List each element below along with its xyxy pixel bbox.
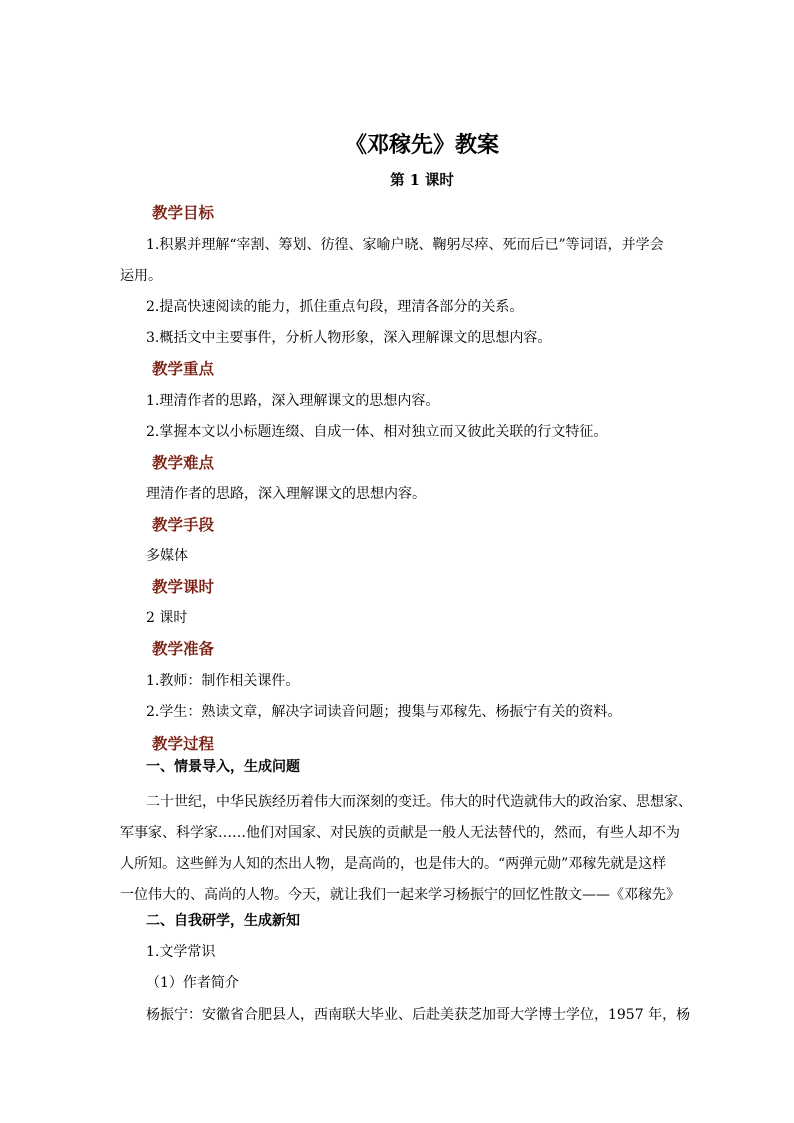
intro-paragraph-line-2: 军事家、科学家……他们对国家、对民族的贡献是一般人无法替代的，然而，有些人却不为: [120, 825, 680, 841]
intro-paragraph-line-3: 人所知。这些鲜为人知的杰出人物，是高尚的，也是伟大的。“两弹元勋”邓稼先就是这样: [120, 856, 667, 872]
heading-means: 教学手段: [152, 515, 215, 534]
heading-difficulty: 教学难点: [152, 453, 215, 472]
section-2-title: 二、自我研学，生成新知: [146, 913, 300, 929]
intro-paragraph-line-1: 二十世纪，中华民族经历着伟大而深刻的变迁。伟大的时代造就伟大的政治家、思想家、: [146, 794, 692, 810]
heading-process: 教学过程: [152, 734, 215, 753]
prep-item-1: 1.教师：制作相关课件。: [146, 673, 300, 689]
subsection-author-intro: （1）作者简介: [146, 975, 239, 991]
goal-item-2: 2.提高快速阅读的能力，抓住重点句段，理清各部分的关系。: [146, 299, 524, 315]
difficulty-text: 理清作者的思路，深入理解课文的思想内容。: [146, 486, 426, 502]
heading-prep: 教学准备: [152, 639, 215, 658]
prep-item-2: 2.学生：熟读文章，解决字词读音问题；搜集与邓稼先、杨振宁有关的资料。: [146, 704, 622, 720]
hours-text: 2 课时: [146, 610, 188, 626]
section-1-title: 一、情景导入，生成问题: [146, 759, 300, 775]
key-point-1: 1.理清作者的思路，深入理解课文的思想内容。: [146, 393, 440, 409]
heading-key-points: 教学重点: [152, 359, 215, 378]
author-paragraph-line-1: 杨振宁：安徽省合肥县人，西南联大毕业、后赴美获芝加哥大学博士学位，1957 年，杨: [146, 1007, 691, 1023]
key-point-2: 2.掌握本文以小标题连缀、自成一体、相对独立而又彼此关联的行文特征。: [146, 424, 608, 440]
heading-goals: 教学目标: [152, 203, 215, 222]
goal-item-3: 3.概括文中主要事件，分析人物形象，深入理解课文的思想内容。: [146, 330, 552, 346]
document-title: 《邓稼先》教案: [344, 132, 499, 158]
means-text: 多媒体: [146, 548, 188, 564]
heading-hours: 教学课时: [152, 577, 215, 596]
lesson-subtitle: 第 1 课时: [390, 172, 454, 189]
intro-paragraph-line-4: 一位伟大的、高尚的人物。今天，就让我们一起来学习杨振宁的回忆性散文——《邓稼先》: [120, 887, 680, 903]
goal-item-1-line-2: 运用。: [120, 268, 162, 284]
subsection-literary-knowledge: 1.文学常识: [146, 944, 216, 960]
goal-item-1-line-1: 1.积累并理解“宰割、筹划、彷徨、家喻户晓、鞠躬尽瘁、死而后已”等词语，并学会: [146, 237, 664, 253]
